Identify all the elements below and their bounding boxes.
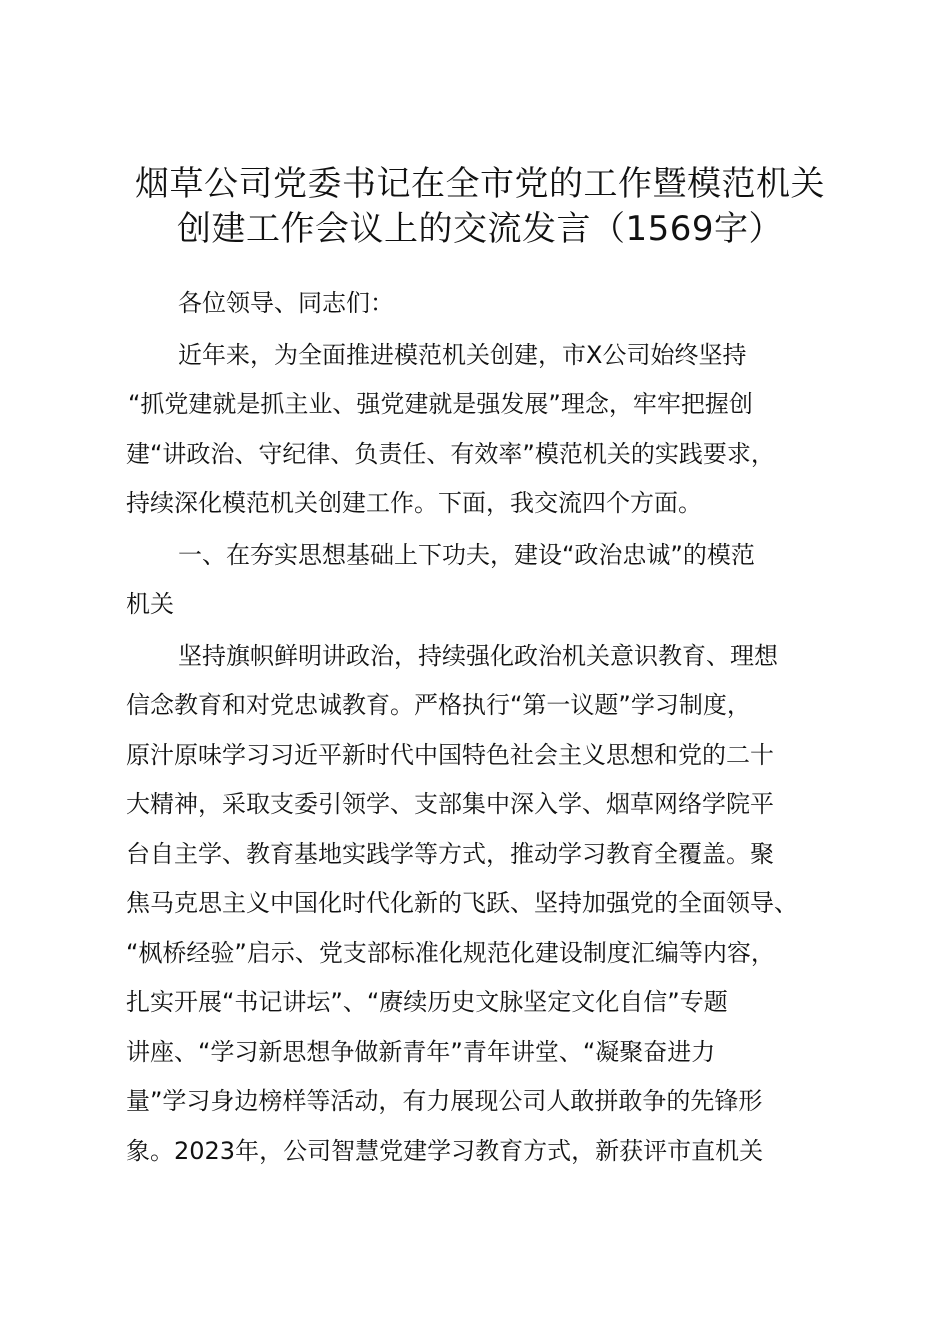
paragraph-1-line-3: 建“讲政治、守纪律、负责任、有效率”模范机关的实践要求， bbox=[126, 440, 775, 468]
paragraph-2-line-6: 焦马克思主义中国化时代化新的飞跃、坚持加强党的全面领导、 bbox=[126, 889, 798, 917]
paragraph-1-line-4: 持续深化模范机关创建工作。下面，我交流四个方面。 bbox=[126, 489, 702, 517]
paragraph-2-line-7: “枫桥经验”启示、党支部标准化规范化建设制度汇编等内容， bbox=[126, 939, 775, 967]
paragraph-2-line-9: 讲座、“学习新思想争做新青年”青年讲堂、“凝聚奋进力 bbox=[126, 1038, 716, 1066]
paragraph-1-line-2: “抓党建就是抓主业、强党建就是强发展”理念，牢牢把握创 bbox=[128, 390, 753, 418]
paragraph-2-line-5: 台自主学、教育基地实践学等方式，推动学习教育全覆盖。聚 bbox=[126, 840, 774, 868]
section-heading-line-1: 一、在夯实思想基础上下功夫，建设“政治忠诚”的模范 bbox=[178, 541, 755, 569]
document-title-line-1: 烟草公司党委书记在全市党的工作暨模范机关 bbox=[135, 164, 825, 204]
paragraph-2-line-3: 原汁原味学习习近平新时代中国特色社会主义思想和党的二十 bbox=[126, 741, 774, 769]
salutation: 各位领导、同志们： bbox=[178, 289, 394, 317]
paragraph-2-line-4: 大精神，采取支委引领学、支部集中深入学、烟草网络学院平 bbox=[126, 790, 774, 818]
document-title-line-2: 创建工作会议上的交流发言（1569字） bbox=[176, 209, 784, 249]
paragraph-2-line-1: 坚持旗帜鲜明讲政治，持续强化政治机关意识教育、理想 bbox=[178, 642, 778, 670]
section-heading-line-2: 机关 bbox=[126, 590, 174, 618]
paragraph-2-line-2: 信念教育和对党忠诚教育。严格执行“第一议题”学习制度， bbox=[126, 691, 751, 719]
paragraph-2-line-8: 扎实开展“书记讲坛”、“赓续历史文脉坚定文化自信”专题 bbox=[126, 988, 728, 1016]
paragraph-1-line-1: 近年来，为全面推进模范机关创建，市X公司始终坚持 bbox=[178, 341, 747, 369]
paragraph-2-line-11: 象。2023年，公司智慧党建学习教育方式，新获评市直机关 bbox=[126, 1137, 764, 1165]
paragraph-2-line-10: 量”学习身边榜样等活动，有力展现公司人敢拼敢争的先锋形 bbox=[126, 1087, 763, 1115]
